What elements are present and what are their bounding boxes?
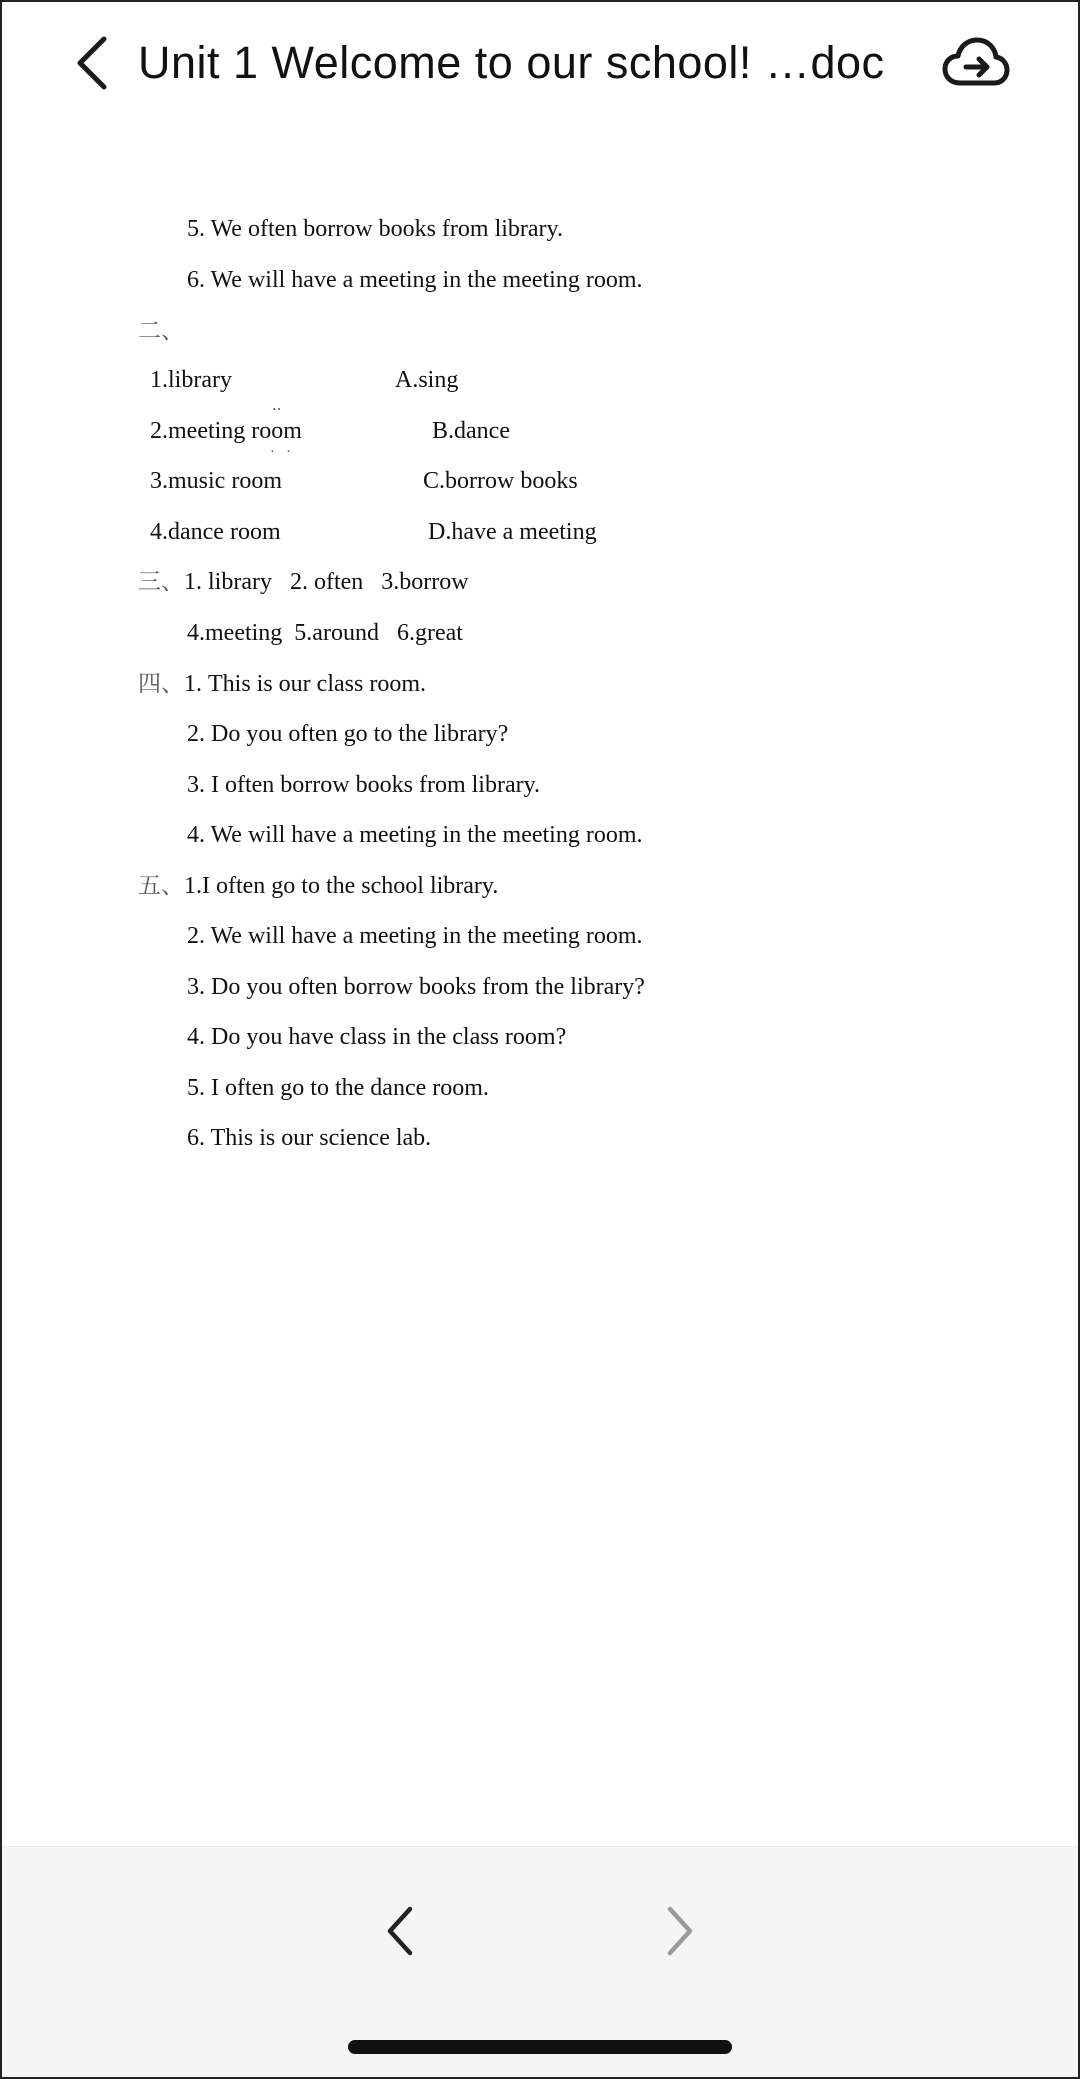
match-left-item: 2.meeting room xyxy=(150,418,302,444)
answer-line: 5. I often go to the dance room. xyxy=(187,1075,489,1101)
match-right-item: A.sing xyxy=(395,367,459,393)
match-left-item: 3.music room xyxy=(150,468,282,494)
cloud-upload-button[interactable] xyxy=(940,28,1012,98)
section-heading: 四、 xyxy=(138,671,184,697)
home-indicator[interactable] xyxy=(348,2040,732,2054)
match-left-item: 4.dance room xyxy=(150,519,281,545)
answer-line: 6. We will have a meeting in the meeting room. xyxy=(187,267,643,293)
section-heading: 二、 xyxy=(138,318,184,344)
emphasis-marks: · · xyxy=(270,445,295,460)
answer-line: 4. We will have a meeting in the meeting room. xyxy=(187,822,643,848)
answer-line: 5. We often borrow books from library. xyxy=(187,216,563,242)
answer-line: 1. library 2. often 3.borrow xyxy=(184,569,469,595)
answer-line: 1. This is our class room. xyxy=(184,671,426,697)
match-right-item: D.have a meeting xyxy=(428,519,597,545)
previous-page-button[interactable] xyxy=(368,1899,432,1963)
chevron-left-icon xyxy=(72,33,112,93)
next-page-button[interactable] xyxy=(648,1899,712,1963)
section-heading: 五、 xyxy=(138,873,184,899)
document-page xyxy=(0,200,1080,1800)
section-heading: 三、 xyxy=(138,569,184,595)
cloud-upload-icon xyxy=(942,35,1010,91)
answer-line: 3. I often borrow books from library. xyxy=(187,772,541,798)
section-4-line xyxy=(138,667,426,701)
match-left-item: 1.library xyxy=(150,367,232,393)
chevron-right-icon xyxy=(662,1903,698,1959)
answer-line: 3. Do you often borrow books from the library? xyxy=(187,974,645,1000)
answer-line: 6. This is our science lab. xyxy=(187,1125,432,1151)
document-title: Unit 1 Welcome to our school! …doc xyxy=(138,37,885,88)
match-right-item: B.dance xyxy=(432,418,510,444)
chevron-left-icon xyxy=(382,1903,418,1959)
answer-line: 2. Do you often go to the library? xyxy=(187,721,509,747)
match-right-item: C.borrow books xyxy=(423,468,578,494)
back-button[interactable] xyxy=(62,28,122,98)
top-bar xyxy=(0,0,1080,130)
section-5-line xyxy=(138,869,498,903)
section-3-line xyxy=(138,565,469,599)
answer-line: 4. Do you have class in the class room? xyxy=(187,1024,567,1050)
answer-line: 1.I often go to the school library. xyxy=(184,873,499,899)
answer-line: 2. We will have a meeting in the meeting room. xyxy=(187,923,643,949)
answer-line: 4.meeting 5.around 6.great xyxy=(187,620,463,646)
emphasis-marks: ‥ xyxy=(272,399,286,414)
